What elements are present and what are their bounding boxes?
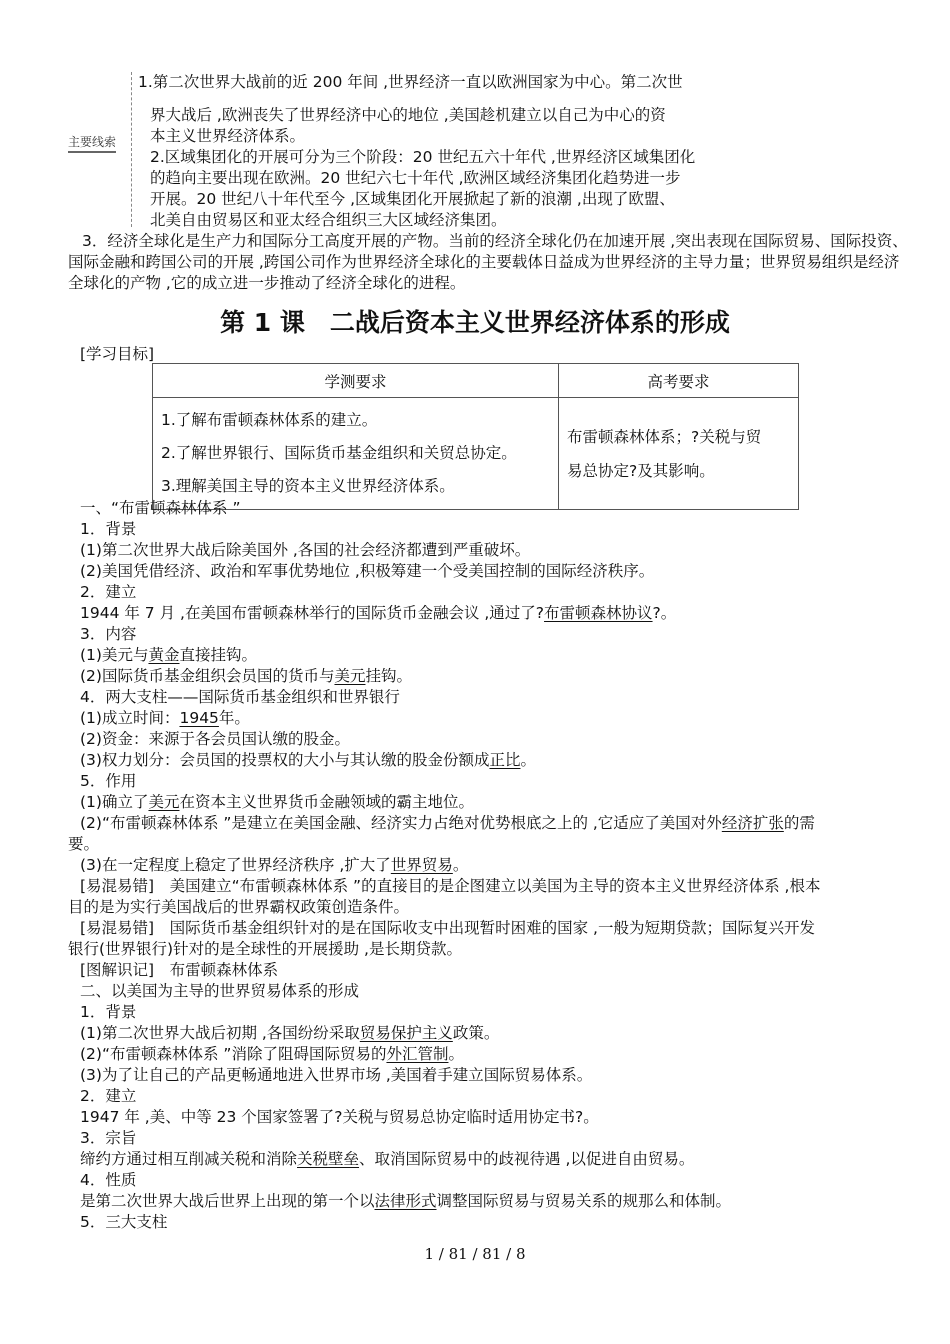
clue-line: 界大战后 ,欧洲丧失了世界经济中心的地位 ,美国趁机建立以自己为中心的资 bbox=[150, 106, 666, 124]
body-line bbox=[68, 540, 913, 561]
body-line bbox=[68, 1107, 913, 1128]
line-text-after: 的需 bbox=[783, 814, 815, 832]
table-header: 高考要求 bbox=[559, 364, 799, 398]
body-line bbox=[68, 1212, 913, 1233]
underlined-key-term: 1945 bbox=[179, 709, 219, 727]
body-line bbox=[68, 1170, 913, 1191]
line-text: (3)权力划分：会员国的投票权的大小与其认缴的股金份额成 bbox=[80, 751, 490, 769]
line-text: 1．背景 bbox=[80, 1003, 137, 1021]
line-text: (3)为了让自己的产品更畅通地进入世界市场 ,美国着手建立国际贸易体系。 bbox=[80, 1066, 593, 1084]
line-text: 银行(世界银行)针对的是全球性的开展援助 ,是长期贷款。 bbox=[68, 940, 462, 958]
body-line bbox=[68, 855, 913, 876]
line-text-after: 挂钩。 bbox=[365, 667, 412, 685]
clue-line: 的趋向主要出现在欧洲。20 世纪六七十年代 ,欧洲区域经济集团化趋势进一步 bbox=[150, 169, 681, 187]
body-line bbox=[68, 729, 913, 750]
line-text: 缔约方通过相互削减关税和消除 bbox=[80, 1150, 298, 1168]
line-text: 是第二次世界大战后世界上出现的第一个以 bbox=[80, 1192, 375, 1210]
body-line bbox=[68, 498, 913, 519]
line-text: (3)在一定程度上稳定了世界经济秩序 ,扩大了 bbox=[80, 856, 391, 874]
line-text-after: 调整国际贸易与贸易关系的规那么和体制。 bbox=[436, 1192, 732, 1210]
underlined-key-term: 正比 bbox=[489, 751, 521, 769]
clue-line: 本主义世界经济体系。 bbox=[150, 127, 306, 145]
line-text: [易混易错] 国际货币基金组织针对的是在国际收支中出现暂时困难的国家 ,一般为短期贷款；国际复兴开发 bbox=[80, 919, 815, 937]
body-line bbox=[68, 834, 913, 855]
body-line bbox=[68, 897, 913, 918]
line-text-after: 。 bbox=[520, 751, 536, 769]
line-text: 一、“布雷顿森林体系 ” bbox=[80, 499, 241, 517]
line-text: 3．内容 bbox=[80, 625, 137, 643]
body-line bbox=[68, 1086, 913, 1107]
lesson-body bbox=[68, 498, 913, 1233]
point-3-paragraph: 3．经济全球化是生产力和国际分工高度开展的产物。当前的经济全球化仍在加速开展 ,突出表现在国际贸易、国际投资、国际金融和跨国公司的开展 ,跨国公司作为世界经济全球化的主要载体日益成为世界经济的主导力量；世界贸易组织是经济全球化的产物 ,它的成立进一步推动了经济全球化的进程。 bbox=[68, 232, 908, 292]
body-line bbox=[68, 813, 913, 834]
underlined-key-term: 外汇管制 bbox=[386, 1045, 449, 1063]
line-text: 5．三大支柱 bbox=[80, 1213, 168, 1231]
line-text: 目的是为实行美国战后的世界霸权政策创造条件。 bbox=[68, 898, 410, 916]
line-text-after: 政策。 bbox=[452, 1024, 500, 1042]
underlined-key-term: 经济扩张 bbox=[721, 814, 784, 832]
body-line bbox=[68, 645, 913, 666]
line-text-after: 。 bbox=[448, 1045, 464, 1063]
lesson-title: 第 1 课 二战后资本主义世界经济体系的形成 bbox=[220, 308, 730, 337]
line-text-after: 年。 bbox=[218, 709, 250, 727]
line-text-after: 直接挂钩。 bbox=[179, 646, 257, 664]
underlined-key-term: 布雷顿森林协议 bbox=[544, 604, 653, 622]
requirement-item: 易总协定?及其影响。 bbox=[567, 461, 715, 480]
underlined-key-term: 法律形式 bbox=[374, 1192, 437, 1210]
body-line bbox=[68, 771, 913, 792]
line-text: [图解识记] 布雷顿森林体系 bbox=[80, 961, 279, 979]
line-text: [易混易错] 美国建立“布雷顿森林体系 ”的直接目的是企图建立以美国为主导的资本主义世界经济体系 ,根本 bbox=[80, 877, 821, 895]
body-line bbox=[68, 708, 913, 729]
body-line bbox=[68, 918, 913, 939]
table-header: 学测要求 bbox=[153, 364, 559, 398]
body-line bbox=[68, 939, 913, 960]
body-line bbox=[68, 1191, 913, 1212]
line-text: (2)“布雷顿森林体系 ”消除了阻碍国际贸易的 bbox=[80, 1045, 387, 1063]
underlined-key-term: 美元 bbox=[334, 667, 366, 685]
requirement-item: 3.理解美国主导的资本主义世界经济体系。 bbox=[161, 477, 455, 495]
requirement-item: 2.了解世界银行、国际货币基金组织和关贸总协定。 bbox=[161, 444, 517, 462]
line-text: 2．建立 bbox=[80, 1087, 137, 1105]
line-text: (1)成立时间： bbox=[80, 709, 180, 727]
clue-line: 1.第二次世界大战前的近 200 年间 ,世界经济一直以欧洲国家为中心。第二次世 bbox=[138, 73, 683, 91]
underlined-key-term: 美元 bbox=[148, 793, 180, 811]
body-line bbox=[68, 1065, 913, 1086]
exam-requirements-cell bbox=[559, 398, 799, 510]
body-line bbox=[68, 1002, 913, 1023]
body-line bbox=[68, 624, 913, 645]
body-line bbox=[68, 582, 913, 603]
line-text: (1)确立了 bbox=[80, 793, 149, 811]
body-line bbox=[68, 960, 913, 981]
main-clues bbox=[138, 72, 696, 231]
line-text-after: 、取消国际贸易中的歧视待遇 ,以促进自由贸易。 bbox=[359, 1150, 695, 1168]
body-line bbox=[68, 666, 913, 687]
line-text: 5．作用 bbox=[80, 772, 137, 790]
requirements-table bbox=[152, 363, 799, 510]
line-text: 4．两大支柱——国际货币基金组织和世界银行 bbox=[80, 688, 400, 706]
line-text: (2)资金：来源于各会员国认缴的股金。 bbox=[80, 730, 350, 748]
requirement-item: 布雷顿森林体系；?关税与贸 bbox=[567, 427, 762, 446]
underlined-key-term: 世界贸易 bbox=[390, 856, 453, 874]
clue-line: 2.区域集团化的开展可分为三个阶段：20 世纪五六十年代 ,世界经济区域集团化 bbox=[150, 148, 696, 166]
body-line bbox=[68, 1044, 913, 1065]
line-text: 3．宗旨 bbox=[80, 1129, 137, 1147]
line-text: 1947 年 ,美、中等 23 个国家签署了?关税与贸易总协定临时适用协定书?。 bbox=[80, 1108, 599, 1126]
body-line bbox=[68, 981, 913, 1002]
body-line bbox=[68, 750, 913, 771]
requirement-item: 1.了解布雷顿森林体系的建立。 bbox=[161, 411, 378, 429]
clue-line: 北美自由贸易区和亚太经合组织三大区域经济集团。 bbox=[150, 211, 507, 229]
line-text: 4．性质 bbox=[80, 1171, 137, 1189]
page-number: 1 / 81 / 81 / 8 bbox=[424, 1245, 526, 1263]
body-line bbox=[68, 876, 913, 897]
body-line bbox=[68, 561, 913, 582]
body-line bbox=[68, 1149, 913, 1170]
line-text: 1944 年 7 月 ,在美国布雷顿森林举行的国际货币金融会议 ,通过了? bbox=[80, 604, 545, 622]
line-text: (2)美国凭借经济、政治和军事优势地位 ,积极筹建一个受美国控制的国际经济秩序。 bbox=[80, 562, 655, 580]
line-text-after: 。 bbox=[452, 856, 469, 874]
line-text: 二、以美国为主导的世界贸易体系的形成 bbox=[80, 982, 360, 1000]
body-line bbox=[68, 687, 913, 708]
basic-requirements-cell bbox=[153, 398, 559, 510]
underlined-key-term: 黄金 bbox=[148, 646, 180, 664]
line-text: 2．建立 bbox=[80, 583, 137, 601]
body-line bbox=[68, 792, 913, 813]
line-text: (2)“布雷顿森林体系 ”是建立在美国金融、经济实力占绝对优势根底之上的 ,它适应了美国对外 bbox=[80, 814, 722, 832]
line-text-after: ?。 bbox=[652, 604, 677, 622]
line-text: 要。 bbox=[68, 835, 100, 853]
underlined-key-term: 贸易保护主义 bbox=[359, 1024, 453, 1042]
line-text: (1)第二次世界大战后初期 ,各国纷纷采取 bbox=[80, 1024, 360, 1042]
body-line bbox=[68, 1128, 913, 1149]
body-line bbox=[68, 1023, 913, 1044]
body-line bbox=[68, 519, 913, 540]
line-text: (1)第二次世界大战后除美国外 ,各国的社会经济都遭到严重破坏。 bbox=[80, 541, 531, 559]
line-text: (1)美元与 bbox=[80, 646, 149, 664]
line-text: (2)国际货币基金组织会员国的货币与 bbox=[80, 667, 335, 685]
underlined-key-term: 关税壁垒 bbox=[297, 1150, 360, 1168]
clue-line: 开展。20 世纪八十年代至今 ,区域集团化开展掀起了新的浪潮 ,出现了欧盟、 bbox=[150, 190, 675, 208]
learning-goals-label: [学习目标] bbox=[80, 345, 155, 363]
main-clue-label: 主要线索 bbox=[68, 133, 116, 153]
clue-divider bbox=[131, 72, 132, 227]
line-text: 1．背景 bbox=[80, 520, 137, 538]
line-text-after: 在资本主义世界货币金融领域的霸主地位。 bbox=[179, 793, 474, 811]
body-line bbox=[68, 603, 913, 624]
